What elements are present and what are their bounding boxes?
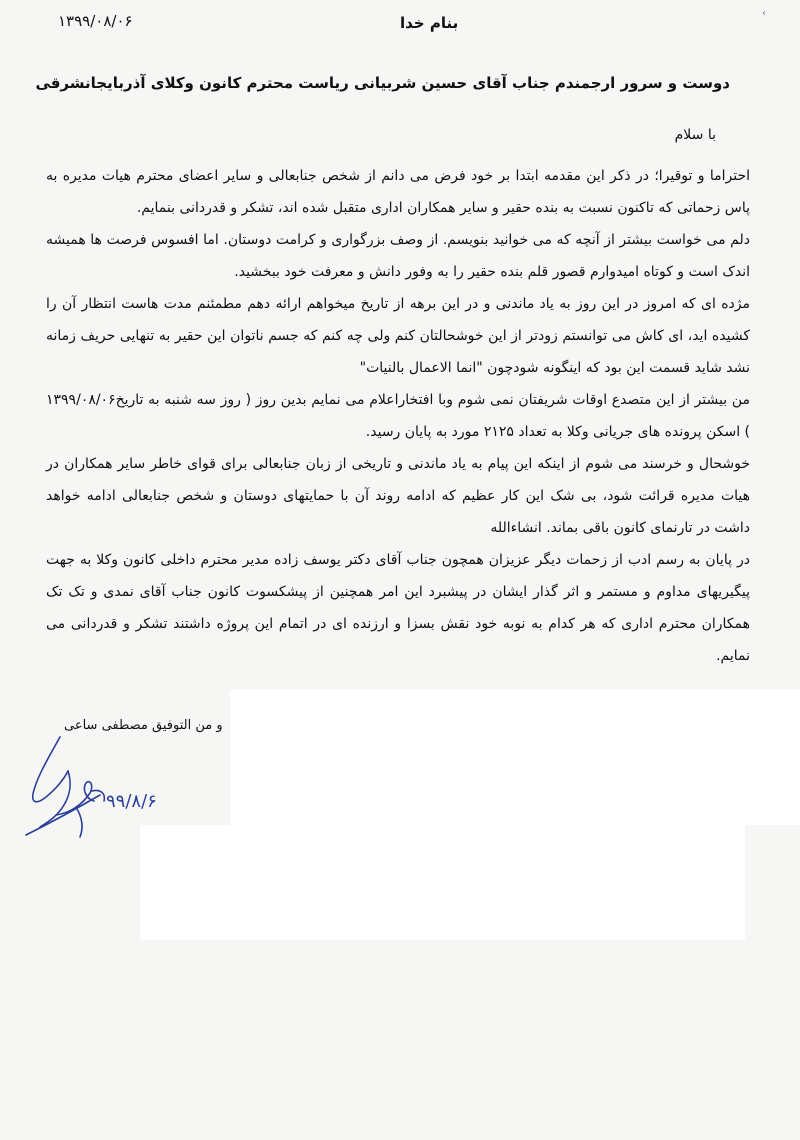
signoff-line: و من التوفیق مصطفی ساعی [64, 718, 223, 733]
corner-mark: ‹ [762, 8, 766, 19]
paragraph-6: در پایان به رسم ادب از زحمات دیگر عزیزان همچون جناب آقای دکتر یوسف زاده مدیر محترم داخلی کانون وکلا به جهت پیگیریهای مداوم و مستمر و اثر گذار ایشان در پیشبرد این امر همچنین از پیشکسوت کانون جناب آقای نمدی و تک تک همکاران محترم اداری که هر کدام به نوبه خود نقش بسزا و ارزنده ای در اتمام این پروژه داشتند تشکر و قدردانی می نمایم. [46, 552, 750, 664]
basmala-heading: بنام خدا [400, 14, 459, 32]
salutation: با سلام [674, 127, 716, 143]
paragraph-1: احتراما و توقیرا؛ در ذکر این مقدمه ابتدا بر خود فرض می دانم از شخص جنابعالی و سایر اعضای محترم هیات مدیره به پاس زحماتی که تاکنون نسبت به بنده حقیر و سایر همکاران اداری متقبل شده اند، تشکر و قدردانی بنمایم. [46, 168, 750, 216]
signature-date: ۹۹/۸/۶ [106, 791, 157, 812]
letter-body [46, 160, 750, 672]
paragraph-2: دلم می خواست بیشتر از آنچه که می خوانید بنویسم. از وصف بزرگواری و کرامت دوستان. اما افسوس فرصت ها همیشه اندک است و کوتاه امیدوارم قصور قلم بنده حقیر را به وفور دانش و معرفت خود ببخشید. [46, 232, 750, 280]
paragraph-4: من بیشتر از این متصدع اوقات شریفتان نمی شوم وبا افتخاراعلام می نمایم بدین روز ( روز سه شنبه به تاریخ۱۳۹۹/۰۸/۰۶ ) اسکن پرونده های جریانی وکلا به تعداد ۲۱۲۵ مورد به پایان رسید. [46, 392, 750, 440]
paragraph-3: مژده ای که امروز در این روز به یاد ماندنی و در این برهه از تاریخ میخواهم ارائه دهم مطمئنم مدت هاست انتظار آن را کشیده اید، ای کاش می توانستم زودتر از این خوشحالتان کنم ولی چه کنم که جسم ناتوان این حقیر به تنهایی حریف زمانه نشد شاید قسمت این بود که اینگونه شودچون "انما الاعمال بالنیات" [46, 296, 750, 376]
redacted-area-right [230, 690, 800, 825]
paragraph-5: خوشحال و خرسند می شوم از اینکه این پیام به یاد ماندنی و تاریخی از زبان جنابعالی برای قوای خاطر سایر همکاران در هیات مدیره قرائت شود، بی شک این کار عظیم که ادامه روند آن با حمایتهای دوستان و شخص جنابعالی ادامه خواهد داشت در تارنمای کانون باقی بماند. انشاءالله [46, 456, 750, 536]
addressee-line: دوست و سرور ارجمندم جناب آقای حسین شربیانی ریاست محترم کانون وکلای آذربایجانشرقی [35, 74, 730, 92]
letter-date: ۱۳۹۹/۰۸/۰۶ [58, 12, 133, 30]
redacted-area-lower [140, 825, 745, 940]
